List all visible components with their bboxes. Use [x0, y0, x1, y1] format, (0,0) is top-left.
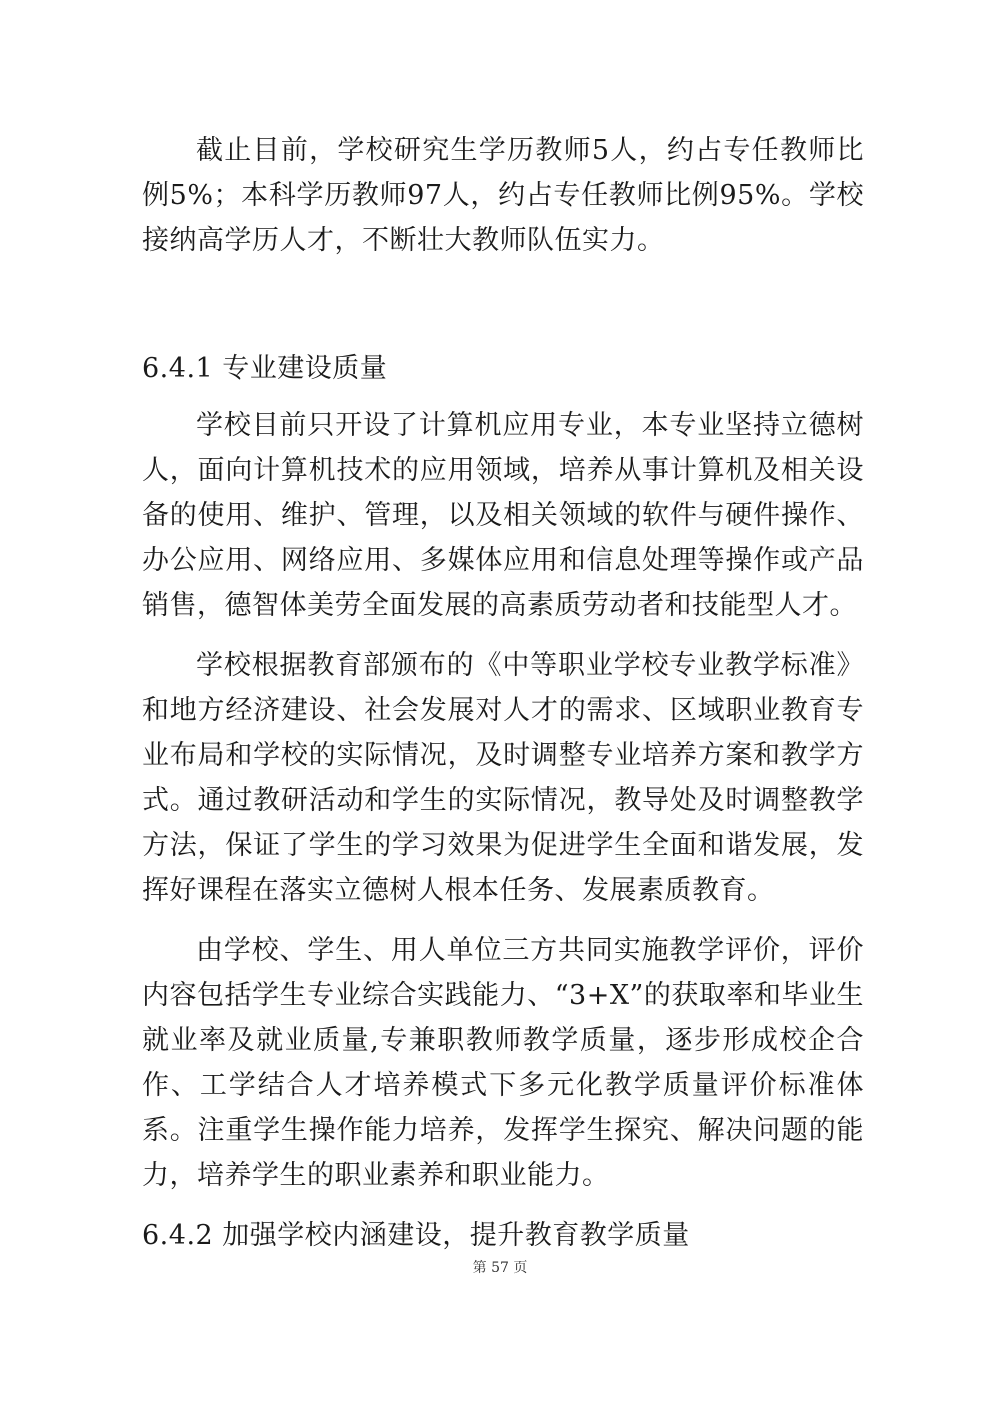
page-number: 第 57 页	[472, 1260, 528, 1276]
paragraph-major-overview: 学校目前只开设了计算机应用专业，本专业坚持立德树人，面向计算机技术的应用领域，培养从事计算机及相关设备的使用、维护、管理，以及相关领域的软件与硬件操作、办公应用、网络应用、多媒体应用和信息处理等操作或产品销售，德智体美劳全面发展的高素质劳动者和技能型人才。	[142, 410, 864, 621]
paragraph-teaching-evaluation: 由学校、学生、用人单位三方共同实施教学评价，评价内容包括学生专业综合实践能力、“3+X”的获取率和毕业生就业率及就业质量,专兼职教师教学质量，逐步形成校企合作、工学结合人才培养模式下多元化教学质量评价标准体系。注重学生操作能力培养，发挥学生探究、解决问题的能力，培养学生的职业素养和职业能力。	[142, 935, 864, 1191]
paragraph-teacher-education: 截止目前，学校研究生学历教师5人，约占专任教师比例5%；本科学历教师97人，约占专任教师比例95%。学校接纳高学历人才，不断壮大教师队伍实力。	[142, 135, 864, 256]
section-heading-6-4-2: 6.4.2 加强学校内涵建设，提升教育教学质量	[142, 1220, 690, 1251]
section-heading-6-4-1: 6.4.1 专业建设质量	[142, 353, 388, 384]
paragraph-teaching-adjustment: 学校根据教育部颁布的《中等职业学校专业教学标准》和地方经济建设、社会发展对人才的需求、区域职业教育专业布局和学校的实际情况，及时调整专业培养方案和教学方式。通过教研活动和学生的实际情况，教导处及时调整教学方法，保证了学生的学习效果为促进学生全面和谐发展，发挥好课程在落实立德树人根本任务、发展素质教育。	[142, 650, 864, 906]
page-body	[142, 128, 864, 1258]
